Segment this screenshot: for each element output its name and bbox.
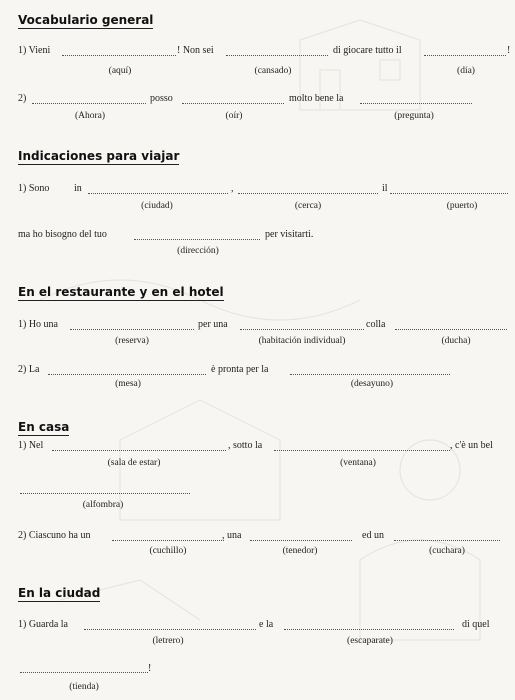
hint-label: (dirección) [177, 246, 219, 256]
exercise-text: 1) Sono [18, 183, 50, 194]
exercise-text: colla [366, 319, 386, 330]
exercise-text: di giocare tutto il [333, 45, 402, 56]
hint-label: (cuchillo) [149, 546, 187, 556]
exercise-text: , [231, 183, 234, 194]
exercise-text: e la [259, 619, 274, 630]
exercise-text: posso [150, 93, 173, 104]
exercise-text: , c'è un bel [450, 440, 493, 451]
blank-field[interactable] [70, 329, 194, 330]
exercise-text: ! [148, 663, 152, 674]
blank-field[interactable] [48, 374, 206, 375]
blank-field[interactable] [394, 540, 500, 541]
blank-field[interactable] [274, 450, 450, 451]
exercise-text: ! Non sei [177, 45, 214, 56]
hint-label: (ducha) [441, 336, 471, 346]
blank-field[interactable] [20, 493, 190, 494]
blank-field[interactable] [84, 629, 256, 630]
hint-label: (sala de estar) [107, 458, 161, 468]
hint-label: (habitación individual) [258, 336, 346, 346]
hint-label: (letrero) [152, 636, 184, 646]
section-heading-indicaciones-para-viajar: Indicaciones para viajar [18, 149, 180, 163]
exercise-text: in [74, 183, 82, 194]
blank-field[interactable] [134, 239, 260, 240]
blank-field[interactable] [52, 450, 226, 451]
blank-field[interactable] [182, 103, 284, 104]
section-heading-vocabulario-general: Vocabulario general [18, 13, 154, 27]
exercise-text: ed un [362, 530, 384, 541]
exercise-text: , sotto la [228, 440, 263, 451]
exercise-text: 1) Ho una [18, 319, 58, 330]
hint-label: (aquí) [108, 66, 132, 76]
blank-field[interactable] [88, 193, 228, 194]
hint-label: (pregunta) [394, 111, 434, 121]
exercise-text: 2) La [18, 364, 40, 375]
hint-label: (ciudad) [141, 201, 173, 211]
exercise-text: 1) Vieni [18, 45, 51, 56]
hint-label: (desayuno) [350, 379, 394, 389]
exercise-text: ma ho bisogno del tuo [18, 229, 107, 240]
blank-field[interactable] [290, 374, 450, 375]
blank-field[interactable] [240, 329, 364, 330]
hint-label: (cerca) [294, 201, 322, 211]
exercise-text: il [382, 183, 388, 194]
blank-field[interactable] [424, 55, 506, 56]
exercise-text: 2) [18, 93, 27, 104]
hint-label: (tienda) [69, 682, 99, 692]
hint-label: (cansado) [254, 66, 292, 76]
blank-field[interactable] [62, 55, 176, 56]
hint-label: (escaparate) [347, 636, 393, 646]
blank-field[interactable] [360, 103, 472, 104]
blank-field[interactable] [32, 103, 146, 104]
hint-label: (oír) [225, 111, 243, 121]
exercise-text: per una [198, 319, 228, 330]
exercise-text: di quel [462, 619, 490, 630]
exercise-text: è pronta per la [211, 364, 269, 375]
exercise-text: molto bene la [289, 93, 344, 104]
section-heading-en-la-ciudad: En la ciudad [18, 586, 101, 600]
hint-label: (tenedor) [282, 546, 318, 556]
blank-field[interactable] [226, 55, 328, 56]
section-heading-en-el-restaurante-y-en-el-hotel: En el restaurante y en el hotel [18, 285, 224, 299]
blank-field[interactable] [250, 540, 352, 541]
hint-label: (alfombra) [82, 500, 124, 510]
blank-field[interactable] [238, 193, 378, 194]
hint-label: (reserva) [115, 336, 149, 346]
exercise-text: 1) Nel [18, 440, 44, 451]
hint-label: (ventana) [340, 458, 376, 468]
section-heading-en-casa: En casa [18, 420, 70, 434]
blank-field[interactable] [112, 540, 224, 541]
hint-label: (Ahora) [74, 111, 106, 121]
hint-label: (puerto) [446, 201, 478, 211]
exercise-text: per visitarti. [265, 229, 314, 240]
exercise-text: 1) Guarda la [18, 619, 68, 630]
hint-label: (mesa) [115, 379, 141, 389]
blank-field[interactable] [20, 672, 148, 673]
hint-label: (día) [457, 66, 475, 76]
blank-field[interactable] [390, 193, 508, 194]
exercise-text: ! [507, 45, 511, 56]
exercise-text: 2) Ciascuno ha un [18, 530, 91, 541]
exercise-text: , una [222, 530, 242, 541]
hint-label: (cuchara) [429, 546, 465, 556]
blank-field[interactable] [395, 329, 507, 330]
blank-field[interactable] [284, 629, 454, 630]
